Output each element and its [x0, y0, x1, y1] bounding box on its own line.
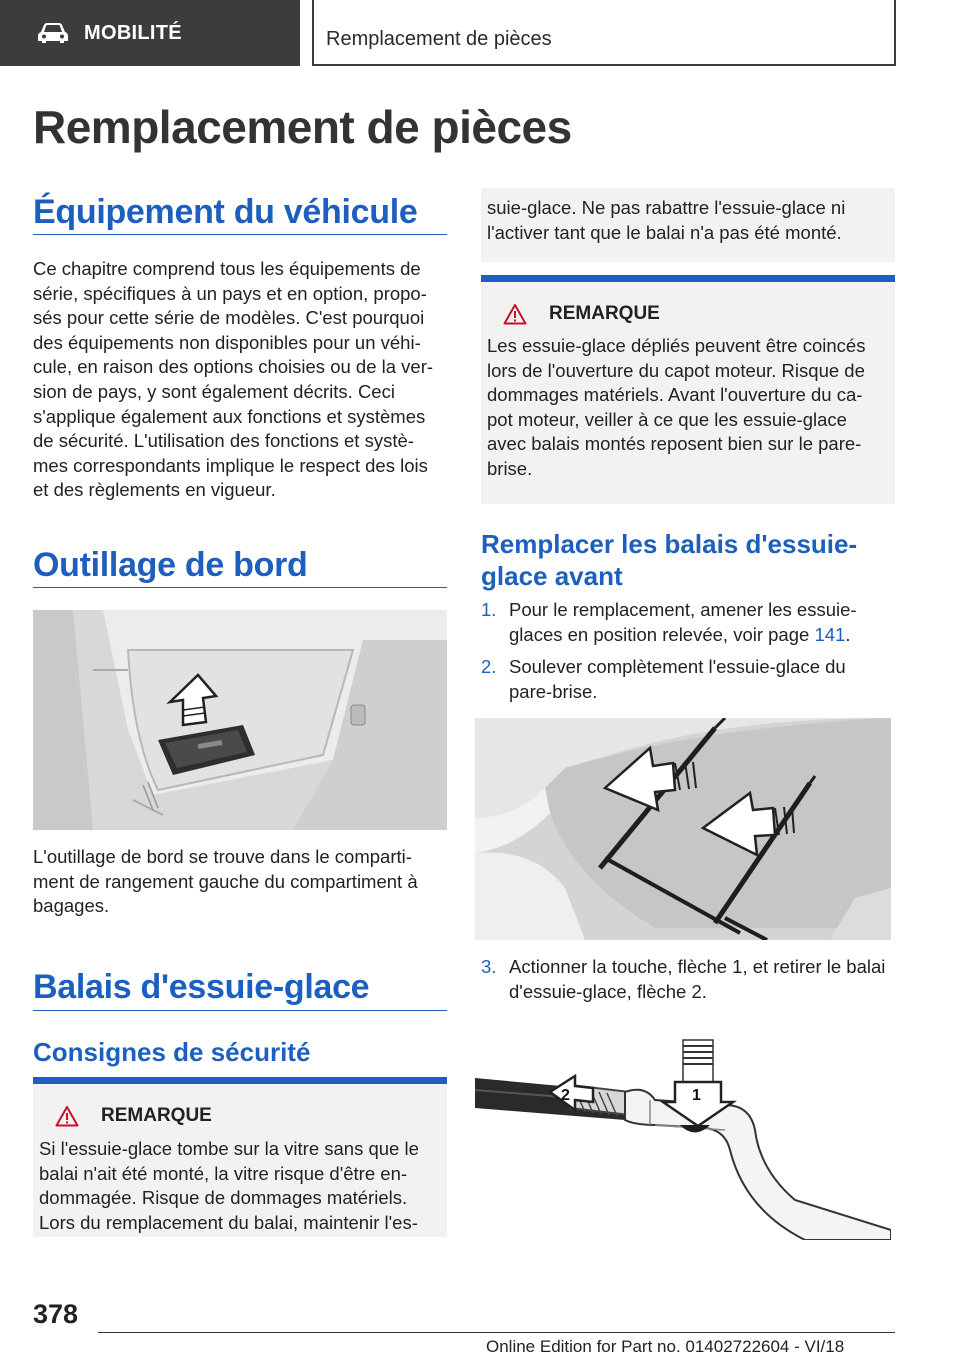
section-label: MOBILITÉ	[84, 21, 182, 44]
car-icon	[36, 21, 70, 45]
heading-toolkit: Outillage de bord	[33, 546, 308, 584]
warning-note	[481, 275, 895, 504]
text-line: balai n'ait été monté, la vitre risque d'être en‐	[39, 1162, 408, 1184]
text-fragment: .	[845, 623, 851, 645]
step-text	[509, 655, 846, 704]
page-link[interactable]: 141	[814, 623, 846, 645]
heading-rule	[33, 587, 447, 588]
text-line: série, spécifiques à un pays et en option, propo‐	[33, 282, 427, 304]
step-text	[509, 598, 857, 647]
warning-note-continued	[481, 188, 895, 262]
section-tab[interactable]	[0, 0, 300, 66]
text-line: des équipements non disponibles pour un véhi‐	[33, 331, 421, 353]
text-line: Ce chapitre comprend tous les équipements de	[33, 258, 421, 279]
step-text	[509, 955, 885, 1004]
text-line: suie-glace. Ne pas rabattre l'essuie-glace ni	[487, 197, 846, 218]
heading-replace-wipers	[481, 528, 895, 592]
text-line: sés pour cette série de modèles. C'est pourquoi	[33, 307, 425, 329]
step-number: 1.	[481, 599, 497, 620]
heading-rule	[33, 1010, 447, 1011]
text-line: Actionner la touche, flèche 1, et retirer le balai	[509, 956, 886, 977]
page-title: Remplacement de pièces	[33, 101, 572, 153]
step-number: 2.	[481, 656, 497, 677]
toolkit-figure	[33, 610, 447, 830]
heading-wipers: Balais d'essuie-glace	[33, 968, 370, 1006]
text-line	[509, 623, 857, 648]
text-line: mes correspondants implique le respect des lois	[33, 454, 428, 476]
warning-note	[33, 1077, 447, 1237]
heading-safety: Consignes de sécurité	[33, 1037, 311, 1067]
text-line: Soulever complètement l'essuie-glace du	[509, 656, 846, 677]
text-line: lors de l'ouverture du capot moteur. Risque de	[487, 359, 865, 381]
text-line: brise.	[487, 457, 533, 479]
note-label: REMARQUE	[549, 303, 660, 324]
heading-rule	[33, 234, 447, 235]
text-line: Si l'essuie-glace tombe sur la vitre sans que le	[39, 1138, 419, 1159]
note-bar	[481, 275, 895, 282]
text-line: et des règlements en vigueur.	[33, 479, 276, 501]
note-text	[487, 196, 887, 245]
text-line: bagages.	[33, 895, 110, 917]
heading-equipment: Équipement du véhicule	[33, 193, 418, 231]
wiper-blade-figure	[475, 1030, 891, 1240]
text-line: de sécurité. L'utilisation des fonctions et systè‐	[33, 430, 414, 452]
footer-rule	[98, 1332, 895, 1333]
toolkit-paragraph	[33, 845, 453, 919]
heading-line: Remplacer les balais d'essuie-	[481, 529, 858, 559]
text-line: dommages matériels. Avant l'ouverture du ca‐	[487, 384, 863, 406]
text-fragment: glaces en position relevée, voir page	[509, 623, 815, 645]
wiper-figure	[475, 718, 891, 940]
text-line: Pour le remplacement, amener les essuie-	[509, 599, 857, 620]
text-line: sion de pays, y sont également décrits. Ceci	[33, 380, 395, 402]
chapter-label: Remplacement de pièces	[326, 28, 552, 50]
note-bar	[33, 1077, 447, 1084]
text-line: avec balais montés reposent bien sur le pare-	[487, 433, 862, 455]
arrow-1-label: 1	[692, 1087, 701, 1104]
arrow-2-label: 2	[561, 1087, 570, 1104]
text-line: dommagée. Risque de dommages matériels.	[39, 1187, 408, 1209]
warning-icon	[55, 1105, 79, 1127]
step-number: 3.	[481, 956, 497, 977]
text-line: ment de rangement gauche du compartiment à	[33, 870, 418, 892]
heading-line: glace avant	[481, 561, 623, 591]
warning-icon	[503, 303, 527, 325]
note-header	[55, 1105, 212, 1127]
text-line: d'essuie-glace, flèche 2.	[509, 980, 707, 1002]
step-1	[481, 598, 895, 648]
text-line: pare-brise.	[509, 680, 598, 702]
note-text	[487, 334, 887, 482]
text-line: s'applique également aux fonctions et systèmes	[33, 405, 426, 427]
note-label: REMARQUE	[101, 1105, 212, 1126]
text-line: L'outillage de bord se trouve dans le comparti‐	[33, 846, 412, 867]
chapter-header	[312, 0, 896, 66]
step-2	[481, 655, 895, 705]
equipment-paragraph	[33, 257, 453, 503]
text-line: Lors du remplacement du balai, maintenir l'es‐	[39, 1211, 418, 1233]
footer-edition: Online Edition for Part no. 01402722604 - VI/18	[486, 1337, 845, 1356]
text-line: l'activer tant que le balai n'a pas été monté.	[487, 221, 842, 243]
step-3	[481, 955, 895, 1005]
text-line: Les essuie-glace dépliés peuvent être coincés	[487, 335, 866, 356]
page-number: 378	[33, 1299, 79, 1329]
note-text	[39, 1137, 439, 1235]
text-line: cule, en raison des options choisies ou de la ver‐	[33, 356, 434, 378]
note-header	[503, 303, 660, 325]
text-line: pot moteur, veiller à ce que les essuie-glace	[487, 408, 847, 430]
